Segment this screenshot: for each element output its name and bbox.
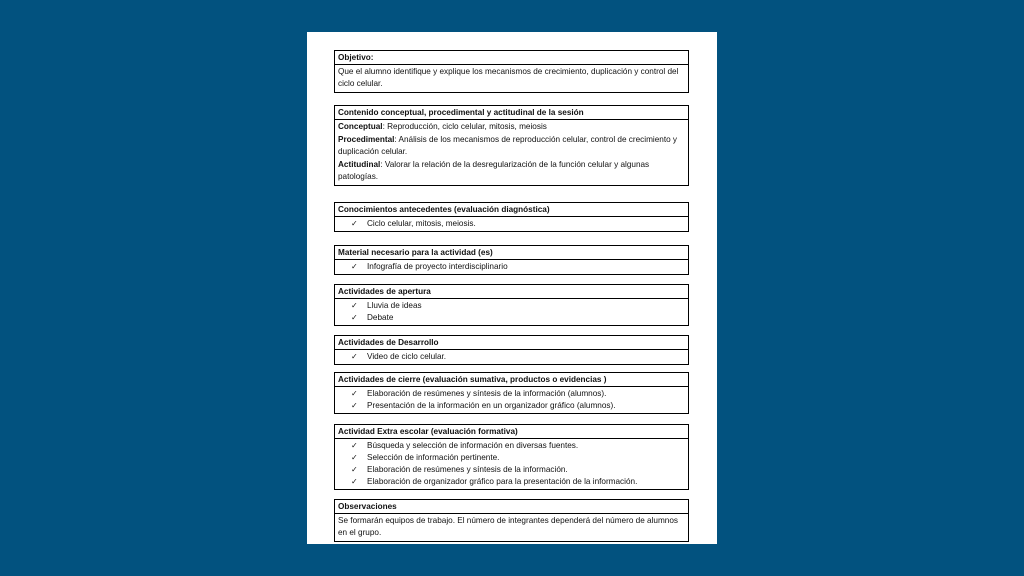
checkmark-icon: ✓ [351, 389, 358, 398]
checkmark-icon: ✓ [351, 219, 358, 228]
list-item-text: Selección de información pertinente. [367, 453, 500, 462]
list-item-text: Debate [367, 313, 394, 322]
conocimientos-section [334, 202, 689, 232]
list-item-text: Elaboración de resúmenes y síntesis de la información (alumnos). [367, 389, 607, 398]
list-item [338, 312, 685, 324]
contenido-section [334, 105, 689, 186]
material-title: Material necesario para la actividad (es) [335, 246, 688, 260]
cierre-title: Actividades de cierre (evaluación sumativa, productos o evidencias ) [335, 373, 688, 387]
checkmark-icon: ✓ [351, 352, 358, 361]
extra-escolar-section [334, 424, 689, 490]
checkmark-icon: ✓ [351, 477, 358, 486]
procedimental-text: : Análisis de los mecanismos de reproducción celular, control de crecimiento y duplicación celular. [338, 135, 678, 156]
list-item [338, 388, 685, 400]
list-item-text: Elaboración de resúmenes y síntesis de la información. [367, 465, 568, 474]
list-item-text: Presentación de la información en un organizador gráfico (alumnos). [367, 401, 616, 410]
list-item-text: Ciclo celular, mitosis, meiosis. [367, 219, 476, 228]
list-item-text: Lluvia de ideas [367, 301, 422, 310]
list-item [338, 440, 685, 452]
desarrollo-section [334, 335, 689, 365]
checkmark-icon: ✓ [351, 313, 358, 322]
objetivo-section [334, 50, 689, 93]
list-item [338, 300, 685, 312]
material-section [334, 245, 689, 275]
objetivo-title: Objetivo: [335, 51, 688, 65]
list-item [338, 464, 685, 476]
actitudinal-paragraph [338, 159, 685, 183]
observaciones-title: Observaciones [335, 500, 688, 514]
list-item [338, 218, 685, 230]
objetivo-text: Que el alumno identifique y explique los mecanismos de crecimiento, duplicación y control del ciclo celular. [338, 67, 679, 88]
procedimental-label: Procedimental [338, 135, 395, 144]
document-page [307, 32, 717, 544]
contenido-title: Contenido conceptual, procedimental y actitudinal de la sesión [335, 106, 688, 120]
list-item-text: Búsqueda y selección de información en diversas fuentes. [367, 441, 579, 450]
procedimental-paragraph [338, 134, 685, 158]
list-item-text: Elaboración de organizador gráfico para la presentación de la información. [367, 477, 638, 486]
checkmark-icon: ✓ [351, 301, 358, 310]
list-item [338, 452, 685, 464]
list-item-text: Video de ciclo celular. [367, 352, 447, 361]
conocimientos-title: Conocimientos antecedentes (evaluación diagnóstica) [335, 203, 688, 217]
list-item [338, 476, 685, 488]
observaciones-text: Se formarán equipos de trabajo. El número de integrantes dependerá del número de alumnos en el grupo. [338, 516, 678, 537]
checkmark-icon: ✓ [351, 441, 358, 450]
desarrollo-title: Actividades de Desarrollo [335, 336, 688, 350]
cierre-section [334, 372, 689, 414]
apertura-section [334, 284, 689, 326]
conceptual-text: : Reproducción, ciclo celular, mitosis, meiosis [382, 122, 547, 131]
apertura-title: Actividades de apertura [335, 285, 688, 299]
observaciones-section [334, 499, 689, 542]
checkmark-icon: ✓ [351, 453, 358, 462]
checkmark-icon: ✓ [351, 401, 358, 410]
actitudinal-label: Actitudinal [338, 160, 381, 169]
conceptual-paragraph [338, 121, 685, 133]
conceptual-label: Conceptual [338, 122, 383, 131]
actitudinal-text: : Valorar la relación de la desregularización de la función celular y algunas patologías. [338, 160, 650, 181]
extra-escolar-title: Actividad Extra escolar (evaluación formativa) [335, 425, 688, 439]
list-item [338, 351, 685, 363]
checkmark-icon: ✓ [351, 262, 358, 271]
list-item [338, 261, 685, 273]
list-item [338, 400, 685, 412]
list-item-text: Infografía de proyecto interdisciplinario [367, 262, 508, 271]
checkmark-icon: ✓ [351, 465, 358, 474]
